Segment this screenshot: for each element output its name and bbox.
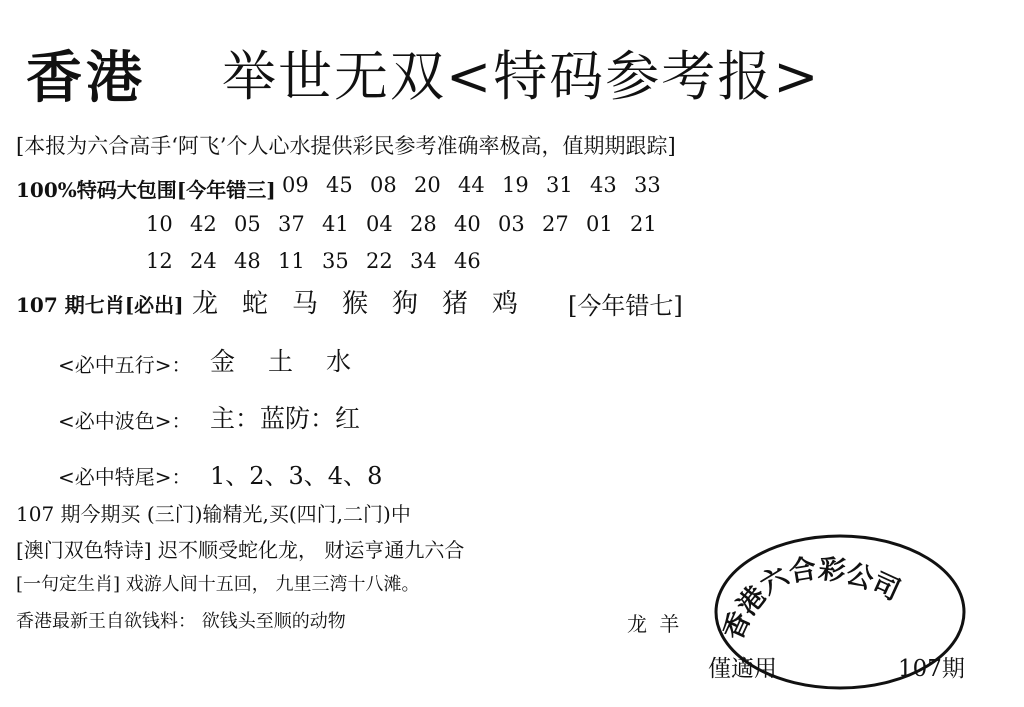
number-cell: 21 <box>630 212 657 236</box>
brand-title: 香港 <box>26 46 146 111</box>
number-cell: 35 <box>322 249 349 273</box>
zodiac-item: 马 <box>292 289 320 319</box>
number-row-1 <box>282 173 678 197</box>
number-cell: 11 <box>278 249 305 273</box>
number-cell: 42 <box>190 212 217 236</box>
element-item: 水 <box>326 347 352 376</box>
number-cell: 28 <box>410 212 437 236</box>
poem-line: [澳门双色特诗] 迟不顺受蛇化龙， 财运亨通九六合 <box>16 538 465 562</box>
number-cell: 10 <box>146 212 173 236</box>
five-elements-label: <必中五行>： <box>58 353 192 377</box>
special-tail-label: <必中特尾>： <box>58 465 192 489</box>
five-elements-values <box>210 342 384 378</box>
number-cell: 20 <box>414 173 441 197</box>
wave-color-label: <必中波色>： <box>58 409 192 433</box>
notice-line: [本报为六合高手‘阿飞’个人心水提供彩民参考准确率极高，值期期跟踪] <box>16 134 676 158</box>
zodiac-list <box>192 283 542 320</box>
number-cell: 24 <box>190 249 217 273</box>
stamp-text: 香港六合彩公司 <box>717 553 905 645</box>
number-row-2 <box>146 212 674 236</box>
number-cell: 37 <box>278 212 305 236</box>
number-cell: 44 <box>458 173 485 197</box>
number-cell: 04 <box>366 212 393 236</box>
special-pack-label: 100%特码大包围[今年错三] <box>16 178 276 202</box>
only-applicable-label: 僅適用 <box>708 656 777 682</box>
seven-zodiac-label: 107 期七肖[必出] <box>16 293 184 317</box>
number-row-3 <box>146 249 498 273</box>
number-cell: 34 <box>410 249 437 273</box>
element-item: 金 <box>210 347 236 376</box>
zodiac-note: [今年错七] <box>568 292 683 320</box>
number-cell: 27 <box>542 212 569 236</box>
number-cell: 03 <box>498 212 525 236</box>
element-item: 土 <box>268 347 294 376</box>
number-cell: 19 <box>502 173 529 197</box>
number-cell: 46 <box>454 249 481 273</box>
zodiac-item: 狗 <box>392 289 420 319</box>
hint-line: [一句定生肖] 戏游人间十五回， 九里三湾十八滩。 <box>16 574 420 595</box>
buy-line: 107 期今期买 (三门)输精光,买(四门,二门)中 <box>16 502 411 526</box>
number-cell: 41 <box>322 212 349 236</box>
number-cell: 33 <box>634 173 661 197</box>
number-cell: 08 <box>370 173 397 197</box>
number-cell: 05 <box>234 212 261 236</box>
number-cell: 31 <box>546 173 573 197</box>
wave-color-value: 主：蓝防：红 <box>210 404 361 433</box>
number-cell: 40 <box>454 212 481 236</box>
zodiac-item: 猪 <box>442 289 470 319</box>
latest-line: 香港最新王自欲钱料： 欲钱头至顺的动物 <box>16 611 346 632</box>
number-cell: 01 <box>586 212 613 236</box>
headline: 举世无双<特码参考报> <box>222 45 821 108</box>
dragon-sheep-text: 龙 羊 <box>627 612 680 636</box>
zodiac-item: 鸡 <box>492 289 520 319</box>
svg-text:香港六合彩公司 <box>718 552 905 644</box>
period-label: 107期 <box>898 656 965 682</box>
number-cell: 12 <box>146 249 173 273</box>
number-cell: 09 <box>282 173 309 197</box>
number-cell: 43 <box>590 173 617 197</box>
number-cell: 48 <box>234 249 261 273</box>
number-cell: 22 <box>366 249 393 273</box>
special-tail-value: 1、2、3、4、8 <box>210 462 383 490</box>
zodiac-item: 龙 <box>192 289 220 319</box>
number-cell: 45 <box>326 173 353 197</box>
zodiac-item: 蛇 <box>242 289 270 319</box>
zodiac-item: 猴 <box>342 289 370 319</box>
